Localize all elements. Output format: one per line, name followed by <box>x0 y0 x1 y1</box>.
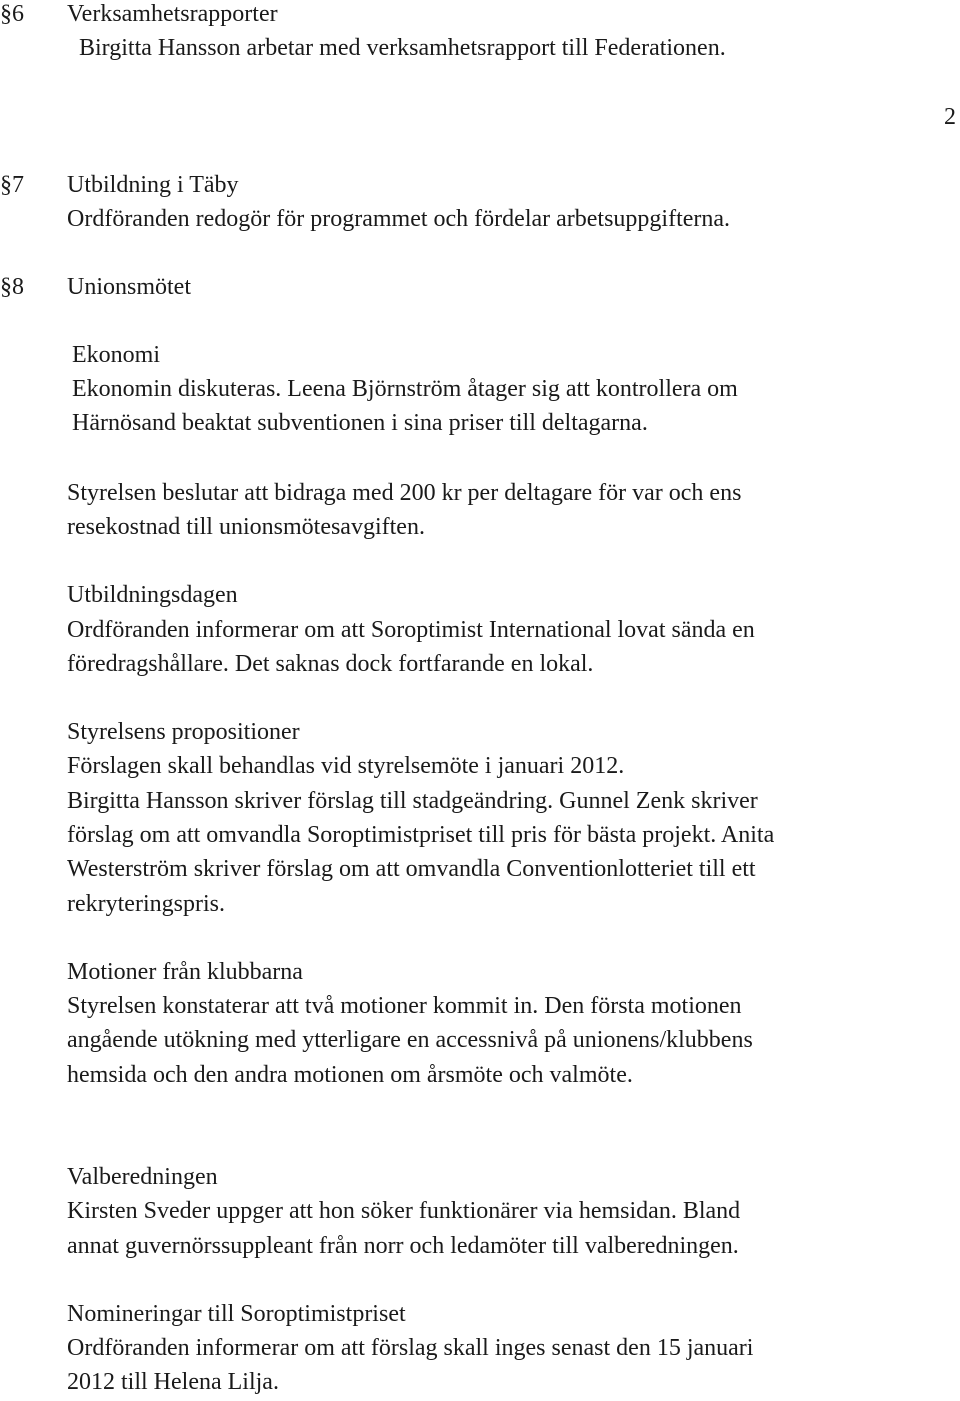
paragraph-line: Härnösand beaktat subventionen i sina priser till deltagarna. <box>72 410 648 436</box>
subsection-heading-ekonomi: Ekonomi <box>72 342 160 368</box>
paragraph-line: Westerström skriver förslag om att omvandla Conventionlotteriet till ett <box>67 856 756 882</box>
paragraph-line: hemsida och den andra motionen om årsmöte och valmöte. <box>67 1062 633 1088</box>
paragraph-line: Ekonomin diskuteras. Leena Björnström åtager sig att kontrollera om <box>72 376 738 402</box>
subsection-heading-nomineringar: Nomineringar till Soroptimistpriset <box>67 1301 406 1327</box>
section-heading: Unionsmötet <box>67 274 191 300</box>
paragraph-line: Styrelsen beslutar att bidraga med 200 kr per deltagare för var och ens <box>67 480 742 506</box>
subsection-heading-valberedningen: Valberedningen <box>67 1164 218 1190</box>
paragraph-line: Ordföranden informerar om att förslag skall inges senast den 15 januari <box>67 1335 754 1361</box>
section-heading: Verksamhetsrapporter <box>67 1 278 27</box>
paragraph-line: Ordföranden informerar om att Soroptimist International lovat sända en <box>67 617 755 643</box>
subsection-heading-motioner: Motioner från klubbarna <box>67 959 303 985</box>
paragraph-line: Birgitta Hansson skriver förslag till stadgeändring. Gunnel Zenk skriver <box>67 788 758 814</box>
paragraph-line: föredragshållare. Det saknas dock fortfarande en lokal. <box>67 651 594 677</box>
subsection-heading-propositioner: Styrelsens propositioner <box>67 719 300 745</box>
subsection-heading-utbildningsdagen: Utbildningsdagen <box>67 582 238 608</box>
paragraph-line: rekryteringspris. <box>67 891 225 917</box>
paragraph-line: annat guvernörssuppleant från norr och ledamöter till valberedningen. <box>67 1233 739 1259</box>
paragraph-line: förslag om att omvandla Soroptimistpriset till pris för bästa projekt. Anita <box>67 822 775 848</box>
paragraph-line: angående utökning med ytterligare en accessnivå på unionens/klubbens <box>67 1027 753 1053</box>
paragraph-line: Förslagen skall behandlas vid styrelsemöte i januari 2012. <box>67 753 625 779</box>
section-number: §8 <box>0 274 24 300</box>
page-number: 2 <box>944 104 956 130</box>
paragraph-line: 2012 till Helena Lilja. <box>67 1369 279 1395</box>
paragraph-line: Styrelsen konstaterar att två motioner kommit in. Den första motionen <box>67 993 742 1019</box>
section-text: Birgitta Hansson arbetar med verksamhetsrapport till Federationen. <box>79 35 726 61</box>
paragraph-line: resekostnad till unionsmötesavgiften. <box>67 514 425 540</box>
section-number: §7 <box>0 172 24 198</box>
section-heading: Utbildning i Täby <box>67 172 239 198</box>
section-text: Ordföranden redogör för programmet och fördelar arbetsuppgifterna. <box>67 206 731 232</box>
section-number: §6 <box>0 1 24 27</box>
paragraph-line: Kirsten Sveder uppger att hon söker funktionärer via hemsidan. Bland <box>67 1198 741 1224</box>
